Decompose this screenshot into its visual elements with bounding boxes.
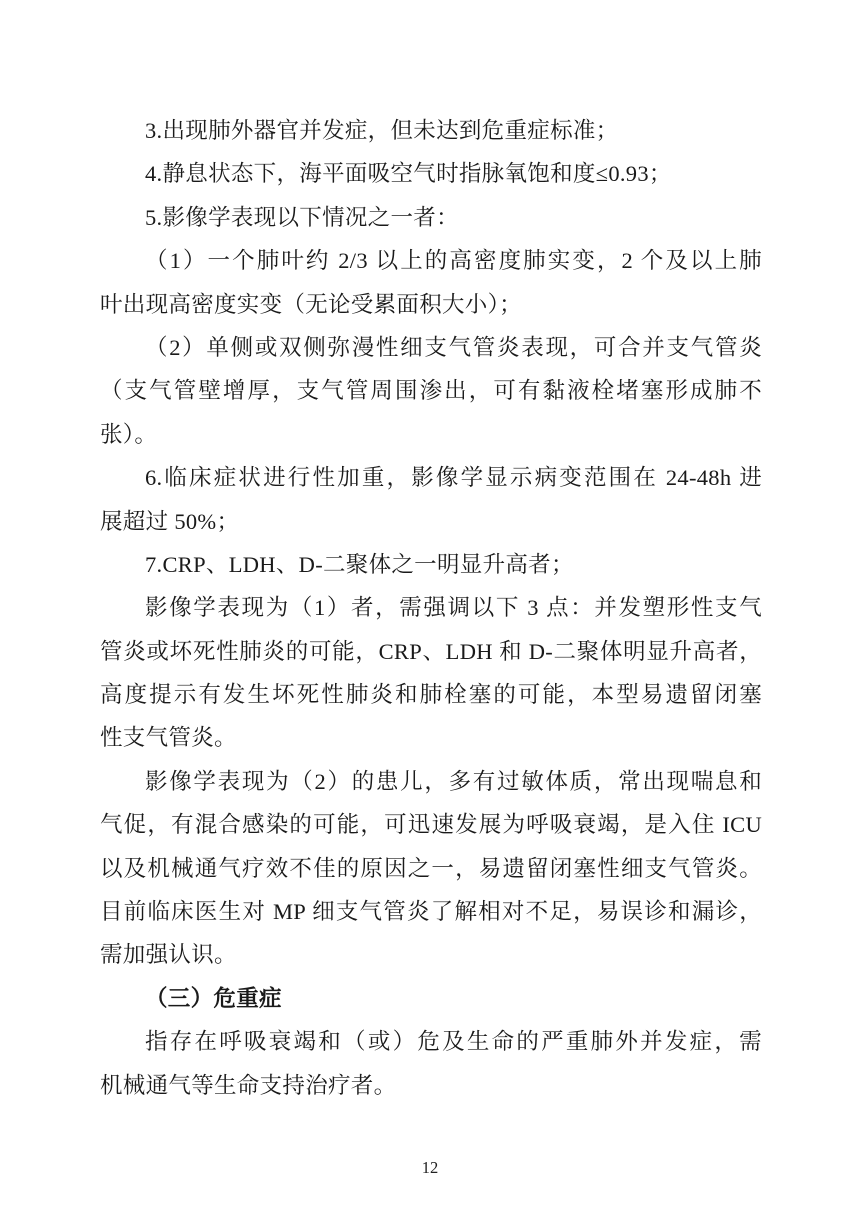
list-item-4: 4.静息状态下，海平面吸空气时指脉氧饱和度≤0.93； [145,161,672,187]
paragraph-2-line-3: 以及机械通气疗效不佳的原因之一，易遗留闭塞性细支气管炎。 [100,855,762,881]
document-body [100,109,762,1107]
list-item-6-line-2: 展超过 50%； [100,508,240,534]
list-item-7: 7.CRP、LDH、D-二聚体之一明显升高者； [145,551,574,577]
list-item-3: 3.出现肺外器官并发症，但未达到危重症标准； [145,118,619,143]
paragraph-2-line-4: 目前临床医生对 MP 细支气管炎了解相对不足，易误诊和漏诊， [100,899,762,925]
sub-item-2-line-1: （2）单侧或双侧弥漫性细支气管炎表现，可合并支气管炎 [145,334,762,360]
paragraph-1-line-1: 影像学表现为（1）者，需强调以下 3 点：并发塑形性支气 [145,595,762,621]
sub-item-2-line-3: 张）。 [100,421,158,447]
sub-item-2-line-2: （支气管壁增厚，支气管周围渗出，可有黏液栓堵塞形成肺不 [100,378,762,404]
paragraph-3-line-2: 机械通气等生命支持治疗者。 [100,1072,397,1098]
paragraph-2-line-5: 需加强认识。 [100,942,237,968]
paragraph-1-line-2: 管炎或坏死性肺炎的可能，CRP、LDH 和 D-二聚体明显升高者， [100,638,762,664]
sub-item-1-line-2: 叶出现高密度实变（无论受累面积大小）； [100,291,522,317]
list-item-6-line-1: 6.临床症状进行性加重，影像学显示病变范围在 24-48h 进 [145,465,762,491]
sub-item-1-line-1: （1）一个肺叶约 2/3 以上的高密度肺实变，2 个及以上肺 [145,248,762,274]
paragraph-1-line-3: 高度提示有发生坏死性肺炎和肺栓塞的可能，本型易遗留闭塞 [100,682,762,708]
list-item-5: 5.影像学表现以下情况之一者： [145,204,459,230]
paragraph-3-line-1: 指存在呼吸衰竭和（或）危及生命的严重肺外并发症，需 [145,1029,762,1055]
paragraph-2-line-2: 气促，有混合感染的可能，可迅速发展为呼吸衰竭，是入住 ICU [100,812,762,838]
page-number: 12 [421,1158,439,1177]
section-heading-critical: （三）危重症 [145,985,282,1011]
paragraph-1-line-4: 性支气管炎。 [100,725,237,751]
paragraph-2-line-1: 影像学表现为（2）的患儿，多有过敏体质，常出现喘息和 [145,768,762,794]
